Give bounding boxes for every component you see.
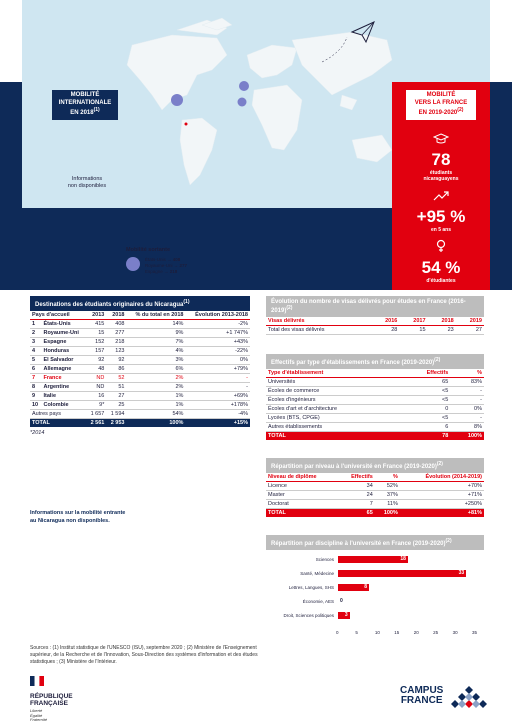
female-icon <box>392 239 490 258</box>
student-count: 78 <box>431 149 451 169</box>
inbound-note: Informations sur la mobilité entrante au Nicaragua non disponibles. <box>30 510 126 524</box>
bar-value: 0 <box>340 598 343 604</box>
x-tick-label: 15 <box>394 630 400 635</box>
table-header: Pays d'accueil 2013 2018 % du total en 2018 Évolution 2013-2018 <box>32 312 248 318</box>
table-row: 2 Royaume-Uni 15 277 9% +1 747% <box>32 330 248 336</box>
trend-icon <box>392 189 490 207</box>
x-tick-label: 25 <box>433 630 439 635</box>
nicaragua-marker <box>185 123 188 126</box>
outbound-list <box>145 257 187 275</box>
france-mobility-label: MOBILITÉ VERS LA FRANCE EN 2019-2020$^{(2)}$ <box>406 90 476 120</box>
visas-title: Évolution du nombre de visas délivrés pour études en France (2016-2019)$^{(2)}$ <box>266 296 484 317</box>
student-count-label: étudiants nicaraguayens <box>423 169 459 182</box>
total-row: TOTAL 78 100% <box>268 433 482 439</box>
marianne-icon <box>30 676 44 686</box>
table-row: 10 Colombie 9* 25 1% +178% <box>32 402 248 408</box>
destinations-title: Destinations des étudiants originaires du Nicaragua$^{(1)}$ <box>30 296 250 311</box>
bar-label: Santé, Médecine <box>300 571 334 576</box>
bubble-usa <box>171 94 183 106</box>
bar <box>338 570 466 577</box>
bar-label: Droit, Sciences politiques <box>283 613 334 618</box>
x-tick-label: 35 <box>472 630 478 635</box>
table-row: Doctorat 7 11% +250% <box>268 501 482 507</box>
outbound-item: États-Unis → 408 <box>145 257 181 262</box>
table-row: Total des visas délivrés 28 15 23 27 <box>268 327 482 333</box>
etab-title: Effectifs par type d'établissements en France (2019-2020)$^{(2)}$ <box>266 354 484 369</box>
bubble-uk <box>239 81 249 91</box>
niveau-section <box>266 458 484 517</box>
table-row: Autres établissements 6 8% <box>268 424 482 430</box>
x-tick-label: 30 <box>452 630 458 635</box>
student-icon <box>392 132 490 150</box>
bar-value: 33 <box>458 570 465 576</box>
table-row: 4 Honduras 157 123 4% -22% <box>32 348 248 354</box>
growth-value: +95 % <box>416 206 466 226</box>
etab-section <box>266 354 484 440</box>
table-header: Visas délivrés 2016 2017 2018 2019 <box>268 318 482 324</box>
table-row: 9 Italie 16 27 1% +69% <box>32 393 248 399</box>
bar-value: 8 <box>364 584 368 590</box>
female-share-label: d'étudiantes <box>426 278 456 284</box>
etab-table <box>266 369 484 440</box>
table-row: Écoles d'ingénieurs <5 - <box>268 397 482 403</box>
outbound-title: Mobilité sortante <box>126 247 171 253</box>
outbound-item: Royaume-Uni → 277 <box>145 263 188 269</box>
female-share: 54 % <box>421 258 461 277</box>
outbound-legend-bubble <box>126 257 140 271</box>
table-row: Écoles de commerce <5 - <box>268 388 482 394</box>
international-mobility-label: MOBILITÉ INTERNATIONALE EN 2018$^{(1)}$ <box>52 90 118 120</box>
growth-label: en 5 ans <box>430 226 451 233</box>
bar <box>338 556 408 563</box>
x-tick-label: 10 <box>374 630 380 635</box>
table-row: Écoles d'art et d'architecture 0 0% <box>268 406 482 412</box>
sources-note: Sources : (1) Institut statistique de l'UNESCO (ISU), septembre 2020 ; (2) Ministère de l'Enseignement supérieur, de la Recherche et de l'Innovation, Sous-Direction des systèmes d'information et des études statistiques ; (3) Ministère de l'Intérieur. <box>30 645 258 665</box>
table-row: Universités 65 83% <box>268 379 482 385</box>
bar-value: 3 <box>344 612 348 618</box>
bubble-spain <box>238 98 247 107</box>
bar-label: Sciences <box>315 557 334 562</box>
table-row: 1 États-Unis 415 408 14% -2% <box>32 321 248 327</box>
table-row: Lycées (BTS, CPGE) <5 - <box>268 415 482 421</box>
france-mobility-panel <box>392 82 490 290</box>
discipline-title: Répartition par discipline à l'université en France (2019-2020)$^{(2)}$ <box>266 535 484 550</box>
discipline-section <box>266 535 484 550</box>
table-row: 7 France ND 52 2% - <box>32 375 248 381</box>
campus-france-mark-icon <box>448 684 490 710</box>
x-tick-label: 20 <box>413 630 419 635</box>
bar-value: 18 <box>400 556 406 562</box>
total-row: TOTAL 65 100% +81% <box>268 510 482 516</box>
destinations-table <box>30 311 250 427</box>
table-note: *2014 <box>30 430 45 436</box>
table-header: Type d'établissement Effectifs % <box>268 370 482 376</box>
bar-label: Économie, AES <box>302 599 334 604</box>
niveau-table <box>266 473 484 517</box>
outbound-item: Espagne → 218 <box>145 269 178 275</box>
table-row: 5 El Salvador 92 92 3% 0% <box>32 357 248 363</box>
table-row: Licence 34 52% +70% <box>268 483 482 489</box>
no-info-note: Informations non disponibles <box>67 176 107 190</box>
campus-france-logo: CAMPUS FRANCE <box>400 685 444 706</box>
table-header: Niveau de diplôme Effectifs % Évolution (2014-2019) <box>268 474 482 480</box>
table-row: 6 Allemagne 48 86 6% +79% <box>32 366 248 372</box>
table-row: 3 Espagne 152 218 7% +43% <box>32 339 248 345</box>
x-tick-label: 0 <box>336 630 339 635</box>
niveau-title: Répartition par niveau à l'université en France (2019-2020)$^{(2)}$ <box>266 458 484 473</box>
visas-table <box>266 317 484 335</box>
discipline-chart <box>266 552 484 636</box>
continents <box>127 18 392 185</box>
x-tick-label: 5 <box>355 630 358 635</box>
bar <box>338 584 369 591</box>
republique-logo: RÉPUBLIQUE FRANÇAISE Liberté Égalité Fraternité <box>30 673 73 722</box>
table-row: 8 Argentine ND 51 2% - <box>32 384 248 390</box>
visas-section <box>266 296 484 335</box>
table-row: Autres pays 1 657 1 594 54% -4% <box>32 411 248 417</box>
table-row: Master 24 37% +71% <box>268 492 482 498</box>
bar-label: Lettres, Langues, SHS <box>288 585 334 590</box>
destinations-section <box>30 296 250 436</box>
bar <box>338 612 350 619</box>
total-row: TOTAL 2 561 2 953 100% +15% <box>32 420 248 426</box>
